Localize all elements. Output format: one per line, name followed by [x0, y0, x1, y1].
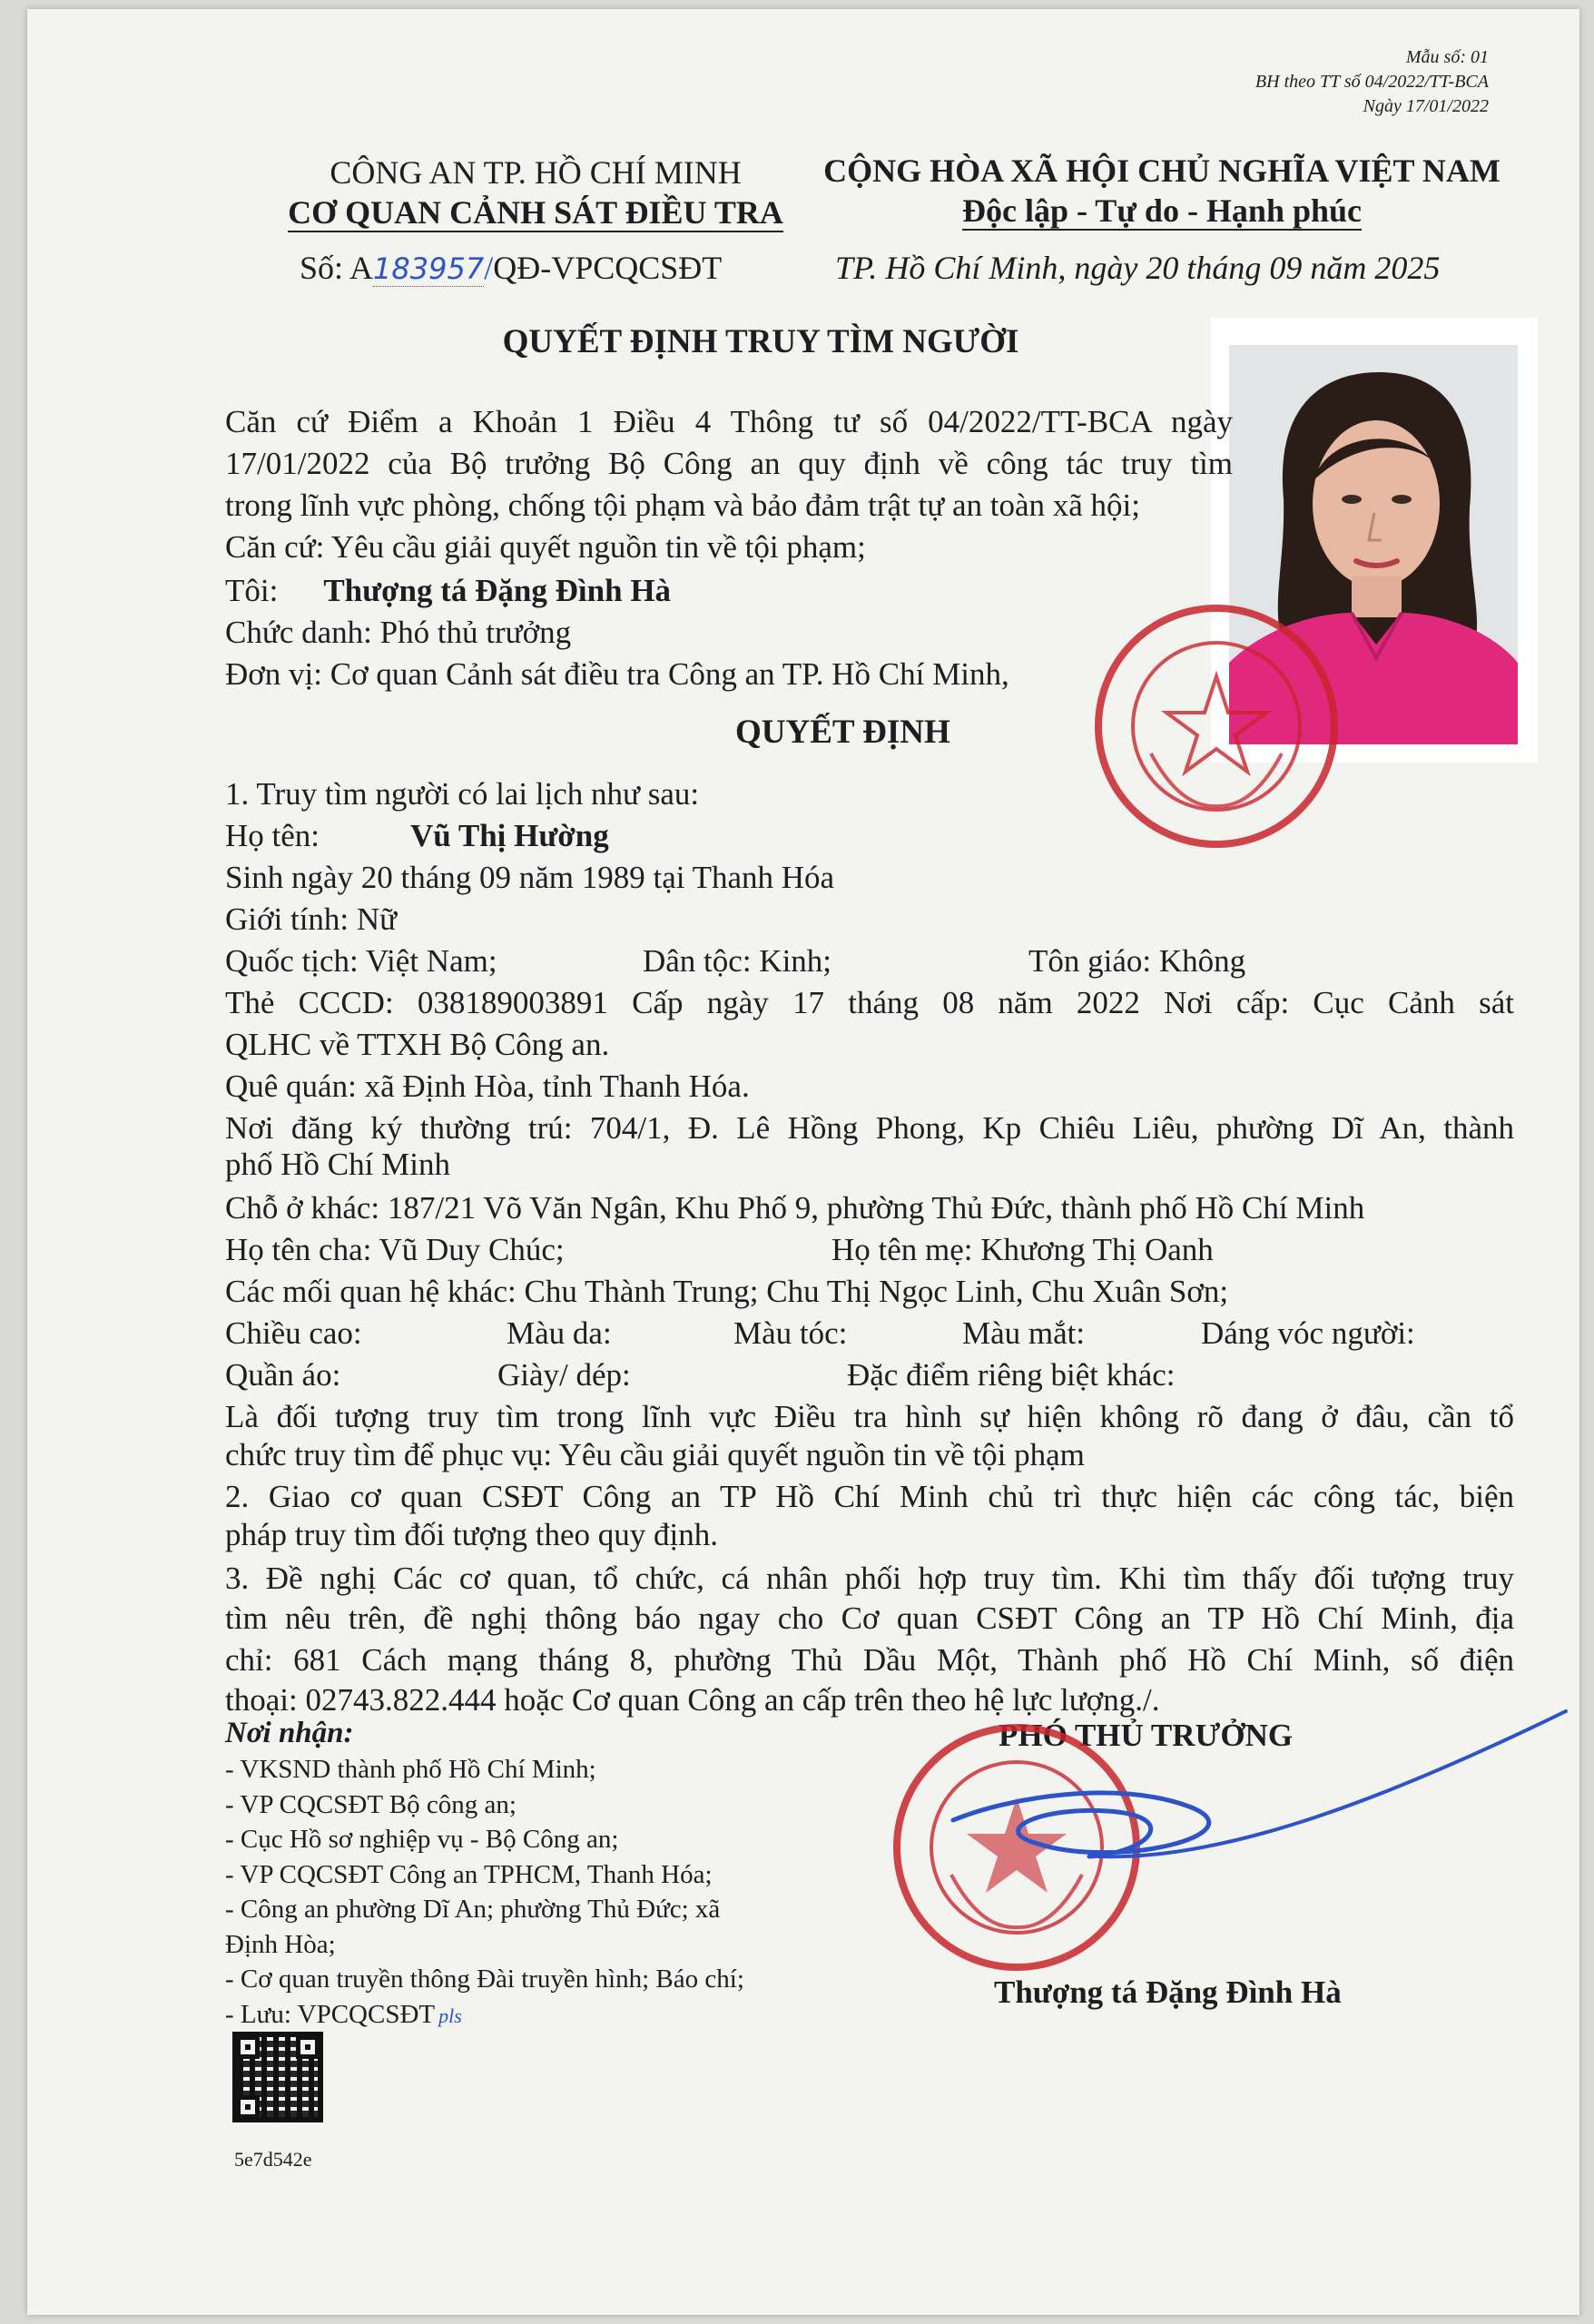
handwritten-number: 183957	[373, 251, 485, 286]
gender-line: Giới tính: Nữ	[225, 901, 398, 937]
section2-line1: 2. Giao cơ quan CSĐT Công an TP Hồ Chí Minh chủ trì thực hiện các công tác, biện	[225, 1479, 1514, 1514]
hometown-line: Quê quán: xã Định Hòa, tỉnh Thanh Hóa.	[225, 1068, 750, 1104]
residence-line2: phố Hồ Chí Minh	[225, 1147, 450, 1182]
recipients-heading: Nơi nhận:	[225, 1717, 354, 1749]
preamble-line2: 17/01/2022 của Bộ trưởng Bộ Công an quy định về công tác truy tìm	[225, 446, 1233, 481]
recipient-item: - Công an phường Dĩ An; phường Thủ Đức; xã	[225, 1895, 721, 1924]
form-note-line1: Mẫu số: 01	[1405, 47, 1489, 67]
recipient-item: - VKSND thành phố Hồ Chí Minh;	[225, 1755, 596, 1784]
other-address-line: Chỗ ở khác: 187/21 Võ Văn Ngân, Khu Phố 9, phường Thủ Đức, thành phố Hồ Chí Minh	[225, 1190, 1365, 1226]
section3-line1: 3. Đề nghị Các cơ quan, tổ chức, cá nhân phối hợp truy tìm. Khi tìm thấy đối tượng truy	[225, 1561, 1514, 1596]
id-line2: QLHC về TTXH Bộ Công an.	[225, 1027, 610, 1062]
officer-line: Tôi: Thượng tá Đặng Đình Hà	[225, 573, 672, 608]
header-right	[799, 151, 1525, 231]
id-line1: Thẻ CCCD: 038189003891 Cấp ngày 17 tháng 08 năm 2022 Nơi cấp: Cục Cảnh sát	[225, 985, 1514, 1020]
handwritten-initials: pls	[438, 2004, 462, 2027]
decision-heading: QUYẾT ĐỊNH	[735, 714, 950, 751]
header-left	[263, 153, 808, 232]
section3-line3: chỉ: 681 Cách mạng tháng 8, phường Thủ Dầu Một, Thành phố Hồ Chí Minh, số điện	[225, 1642, 1514, 1678]
officer-name: Thượng tá Đặng Đình Hà	[323, 573, 672, 608]
reason-line1: Là đối tượng truy tìm trong lĩnh vực Điều tra hình sự hiện không rõ đang ở đâu, cần tổ	[225, 1399, 1514, 1434]
signature-title: PHÓ THỦ TRƯỞNG	[999, 1718, 1294, 1753]
position-line: Chức danh: Phó thủ trưởng	[225, 615, 572, 650]
suspect-name: Vũ Thị Hường	[410, 818, 609, 853]
section2-line2: pháp truy tìm đối tượng theo quy định.	[225, 1517, 718, 1552]
document-title: QUYẾT ĐỊNH TRUY TÌM NGƯỜI	[502, 323, 1019, 360]
form-note-line2: BH theo TT số 04/2022/TT-BCA	[1255, 72, 1489, 92]
document-page: Mẫu số: 01 BH theo TT số 04/2022/TT-BCA Ngày 17/01/2022 CÔNG AN TP. HỒ CHÍ MINH CƠ QUAN CẢNH SÁT ĐIỀU TRA Số: A183957/QĐ-VPCQCSĐT CỘNG HÒA XÃ HỘI CHỦ NGHĨA VIỆT NAM Độc lập - Tự do - Hạnh phúc TP. Hồ Chí Minh, ngày 20 tháng 09 năm 2025 QUYẾT ĐỊNH TRUY TÌM NGƯỜI Căn cứ Điểm a Khoản 1 Điều 4 Thông tư số 04/2022/TT-BCA ngày 17/01/2022 của Bộ trưởng Bộ Công an quy định về công tác truy tìm trong lĩnh vực phòng, chống tội phạm và bảo đảm trật tự an toàn xã hội; Căn cứ: Yêu cầu giải quyết nguồn tin về tội phạm; Tôi: Thượng tá Đặng Đình Hà Chức danh: Phó thủ trưởng Đơn vị: Cơ quan Cảnh sát điều tra Công an TP. Hồ Chí Minh, QUYẾT ĐỊNH 1. Truy tìm người có lai lịch như sau: Họ tên: Vũ Thị Hường Sinh ngày 20 tháng 09 năm 1989 tại Thanh Hóa Giới tính: Nữ Quốc tịch: Việt Nam; Dân tộc: Kinh; Tôn giáo: Không Thẻ CCCD: 038189003891 Cấp ngày 17 tháng 08 năm 2022 Nơi cấp: Cục Cảnh sát QLHC về TTXH Bộ Công an. Quê quán: xã Định Hòa, tỉnh Thanh Hóa. Nơi đăng ký thường trú: 704/1, Đ. Lê Hồng Phong, Kp Chiêu Liêu, phường Dĩ An, thành phố Hồ Chí Minh Chỗ ở khác: 187/21 Võ Văn Ngân, Khu Phố 9, phường Thủ Đức, thành phố Hồ Chí Minh Họ tên cha: Vũ Duy Chúc; Họ tên mẹ: Khương Thị Oanh Các mối quan hệ khác: Chu Thành Trung; Chu Thị Ngọc Linh, Chu Xuân Sơn; Chiều cao: Màu da: Màu tóc: Màu mắt: Dáng vóc người: Quần áo: Giày/ dép: Đặc điểm riêng biệt khác: Là đối tượng truy tìm trong lĩnh vực Điều tra hình sự hiện không rõ đang ở đâu, cần tổ chức truy tìm để phục vụ: Yêu cầu giải quyết nguồn tin về tội phạm 2. Giao cơ quan CSĐT Công an TP Hồ Chí Minh chủ trì thực hiện các công tác, biện pháp truy tìm đối tượng theo quy định. 3. Đề nghị Các cơ quan, tổ chức, cá nhân phối hợp truy tìm. Khi tìm thấy đối tượng truy tìm nêu trên, đề nghị thông báo ngay cho Cơ quan CSĐT Công an TP Hồ Chí Minh, địa chỉ: 681 Cách mạng tháng 8, phường Thủ Dầu Một, Thành phố Hồ Chí Minh, số điện thoại: 02743.822.444 hoặc Cơ quan Công an cấp trên theo hệ lực lượng./. Nơi nhận: - VKSND thành phố Hồ Chí Minh; - VP CQCSĐT Bộ công an; - Cục Hồ sơ nghiệp vụ - Bộ Công an; - VP CQCSĐT Công an TPHCM, Thanh Hóa; - Công an phường Dĩ An; phường Thủ Đức; xã Định Hòa; - Cơ quan truyền thông Đài truyền hình; Báo chí; - Lưu: VPCQCSĐT pls 5e7d542e PHÓ THỦ TRƯỞNG Thượng tá Đặng Đình Hà	[27, 9, 1579, 2315]
section3-line4: thoại: 02743.822.444 hoặc Cơ quan Công an cấp trên theo hệ lực lượng./.	[225, 1682, 1160, 1718]
birth-line: Sinh ngày 20 tháng 09 năm 1989 tại Thanh Hóa	[225, 860, 835, 895]
recipient-item: - Cục Hồ sơ nghiệp vụ - Bộ Công an;	[225, 1825, 619, 1854]
recipient-item: - Lưu: VPCQCSĐT pls	[225, 1999, 462, 2029]
signer-name: Thượng tá Đặng Đình Hà	[994, 1974, 1342, 2010]
country-name: CỘNG HÒA XÃ HỘI CHỦ NGHĨA VIỆT NAM	[823, 153, 1501, 189]
preamble-line3: trong lĩnh vực phòng, chống tội phạm và bảo đảm trật tự an toàn xã hội;	[225, 487, 1141, 523]
section3-line2: tìm nêu trên, đề nghị thông báo ngay cho Cơ quan CSĐT Công an TP Hồ Chí Minh, địa	[225, 1600, 1514, 1636]
form-note	[1255, 45, 1489, 119]
qr-code-text: 5e7d542e	[234, 2148, 312, 2171]
recipient-item: - VP CQCSĐT Công an TPHCM, Thanh Hóa;	[225, 1859, 713, 1889]
qr-code	[232, 2032, 323, 2122]
recipient-item: - VP CQCSĐT Bộ công an;	[225, 1789, 517, 1819]
motto: Độc lập - Tự do - Hạnh phúc	[961, 192, 1363, 229]
residence-line1: Nơi đăng ký thường trú: 704/1, Đ. Lê Hồng Phong, Kp Chiêu Liêu, phường Dĩ An, thành	[225, 1110, 1514, 1146]
department-name: CƠ QUAN CẢNH SÁT ĐIỀU TRA	[288, 194, 783, 231]
recipient-item: Định Hòa;	[225, 1929, 336, 1959]
name-line: Họ tên: Vũ Thị Hường	[225, 818, 609, 853]
preamble-line1: Căn cứ Điểm a Khoản 1 Điều 4 Thông tư số 04/2022/TT-BCA ngày	[225, 404, 1233, 439]
decision-number: Số: A183957/QĐ-VPCQCSĐT	[300, 250, 723, 286]
agency-name: CÔNG AN TP. HỒ CHÍ MINH	[330, 154, 742, 191]
reason-line2: chức truy tìm để phục vụ: Yêu cầu giải quyết nguồn tin về tội phạm	[225, 1437, 1085, 1472]
preamble-line4: Căn cứ: Yêu cầu giải quyết nguồn tin về tội phạm;	[225, 529, 866, 565]
signature-stamp	[881, 1698, 1570, 1988]
relations-line: Các mối quan hệ khác: Chu Thành Trung; Chu Thị Ngọc Linh, Chu Xuân Sơn;	[225, 1274, 1229, 1309]
section1-intro: 1. Truy tìm người có lai lịch như sau:	[225, 776, 700, 812]
place-date: TP. Hồ Chí Minh, ngày 20 tháng 09 năm 2025	[835, 250, 1441, 286]
form-note-line3: Ngày 17/01/2022	[1363, 96, 1489, 116]
recipients-list	[225, 1752, 744, 2034]
unit-line: Đơn vị: Cơ quan Cảnh sát điều tra Công an TP. Hồ Chí Minh,	[225, 656, 1009, 692]
recipient-item: - Cơ quan truyền thông Đài truyền hình; Báo chí;	[225, 1965, 744, 1994]
